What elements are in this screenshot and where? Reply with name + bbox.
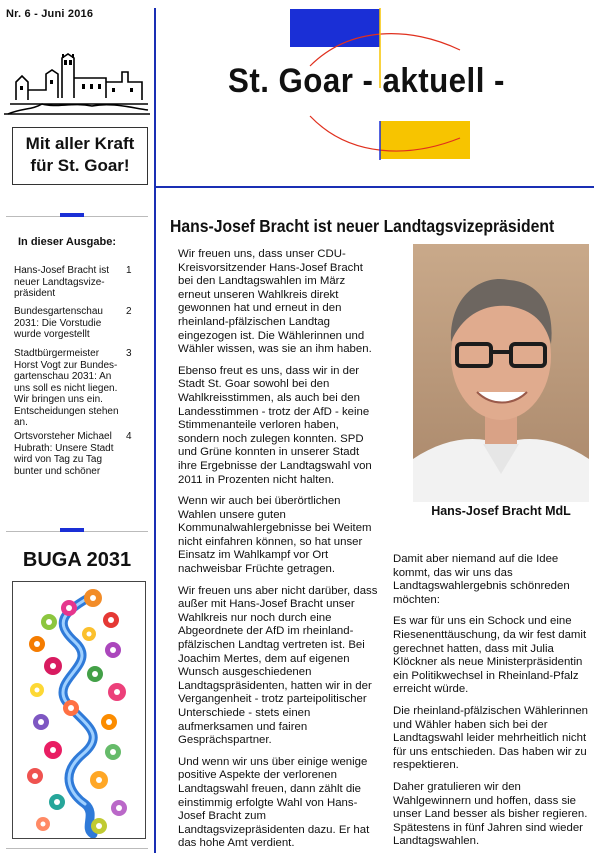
sidebar-accent: [60, 213, 84, 217]
portrait-photo: [413, 244, 589, 502]
sidebar-rule: [6, 848, 148, 849]
slogan-line-2: für St. Goar!: [30, 156, 130, 175]
castle-logo-icon: [2, 52, 152, 116]
newsletter-title: St. Goar - aktuell -: [228, 62, 505, 100]
paragraph: Damit aber niemand auf die Idee kommt, das wir uns das Landtagswahlergebnis schönreden möchten:: [393, 553, 570, 606]
issue-info: Nr. 6 - Juni 2016: [6, 8, 94, 20]
toc-item[interactable]: [14, 348, 146, 429]
portrait-illustration: [413, 244, 589, 502]
vertical-divider: [154, 8, 156, 853]
toc-item-page: 1: [126, 265, 132, 276]
toc-item[interactable]: [14, 265, 146, 300]
buga-flower-river-logo-icon: [13, 582, 145, 838]
buga-logo-box: [12, 581, 146, 839]
toc-item-text: Ortsvorsteher Michael Hubrath: Unsere Stadt wird von Tag zu Tag bunter und schöner: [14, 431, 114, 477]
paragraph: Wir freuen uns, dass unser CDU-Kreisvorsitzender Hans-Josef Bracht bei den Landtagswahlen im März erneut unseren Wahlkreis direkt gewonnen hat und erneut in den rheinland-pfälzischen Landtag eingezogen ist. Die Wählerinnen und Wähler wissen, was sie an ihm haben.: [178, 248, 372, 356]
article-column-2: [393, 553, 589, 857]
article-column-1: [178, 248, 378, 859]
horizontal-divider: [154, 186, 594, 188]
paragraph: Wenn wir auch bei überörtlichen Wahlen unsere guten Kommunalwahlergebnisse bei Weitem nicht einfahren können, so hat unser Einsatz im Wahlkampf vor Ort nachweisbar Früchte getragen.: [178, 495, 372, 576]
toc-item-page: 2: [126, 306, 132, 317]
toc-item-text: Stadtbürgermeister Horst Vogt zur Bundes-gartenschau 2031: An uns soll es nicht liegen. Wir bringen uns ein. Entscheidungen stehen an.: [14, 348, 119, 428]
photo-caption: Hans-Josef Bracht MdL: [431, 504, 571, 518]
toc-heading: In dieser Ausgabe:: [18, 236, 117, 248]
toc-item[interactable]: [14, 431, 146, 477]
toc-item[interactable]: [14, 306, 146, 341]
toc-item-page: 4: [126, 431, 132, 442]
slogan-box: [12, 127, 148, 185]
article-headline: Hans-Josef Bracht ist neuer Landtagsvizepräsident: [170, 216, 555, 236]
sidebar-accent: [60, 528, 84, 532]
toc-item-text: Bundesgartenschau 2031: Die Vorstudie wurde vorgestellt: [14, 306, 103, 340]
paragraph: Es war für uns ein Schock und eine Riesenenttäuschung, da wir fest damit gerechnet hatten, dass mit Julia Klöckner als neue Ministerpräsidentin ein Politikwechsel in Rheinland-Pfalz erreicht würde.: [393, 615, 587, 696]
slogan-line-1: Mit aller Kraft: [25, 134, 135, 153]
paragraph: Daher gratulieren wir den Wahlgewinnern und hoffen, dass sie unser Land besser als bisher regieren. Spätestens in fünf Jahren sind wieder Landtagswahlen.: [393, 780, 588, 848]
buga-title: BUGA 2031: [22, 549, 132, 571]
paragraph: Und wenn wir uns über einige wenige positive Aspekte der verlorenen Landtagswahl freuen, dann zählt die einstimmig erfolgte Wahl von Hans-Josef Bracht zum Landtagsvizepräsidenten dazu. Er hat das hohe Amt verdient.: [178, 755, 370, 850]
paragraph: Ebenso freut es uns, dass wir in der Stadt St. Goar sowohl bei den Wahlkreisstimmen, als auch bei den Landesstimmen - trotz der AfD - keine Stimmenanteile verloren haben, sondern noch zulegen konnten. SPD und Grüne konnten in unserer Stadt ihre Ergebnisse der Landtagswahl von 2011 in Prozenten nicht halten.: [178, 364, 372, 486]
paragraph: Die rheinland-pfälzischen Wählerinnen und Wähler haben sich bei der Landtagswahl leider mehrheitlich nicht für uns entschieden. Das haben wir zu respektieren.: [393, 704, 589, 772]
toc-item-text: Hans-Josef Bracht ist neuer Landtagsvize-präsident: [14, 265, 110, 299]
paragraph: Wir freuen uns aber nicht darüber, dass außer mit Hans-Josef Bracht unser Wahlkreis nur noch durch eine Abgeordnete der AfD im rheinland-pfälzischen Landtag vertreten ist. Bei Joachim Mertes, dem auf eigenen Wunsch ausgeschiedenen Landtagspräsidenten, hatten wir in der Vergangenheit - trotz parteipolitischer Unterschiede - stets einen aufmerksamen und fairen Gesprächspartner.: [178, 584, 378, 747]
toc-item-page: 3: [126, 348, 132, 359]
